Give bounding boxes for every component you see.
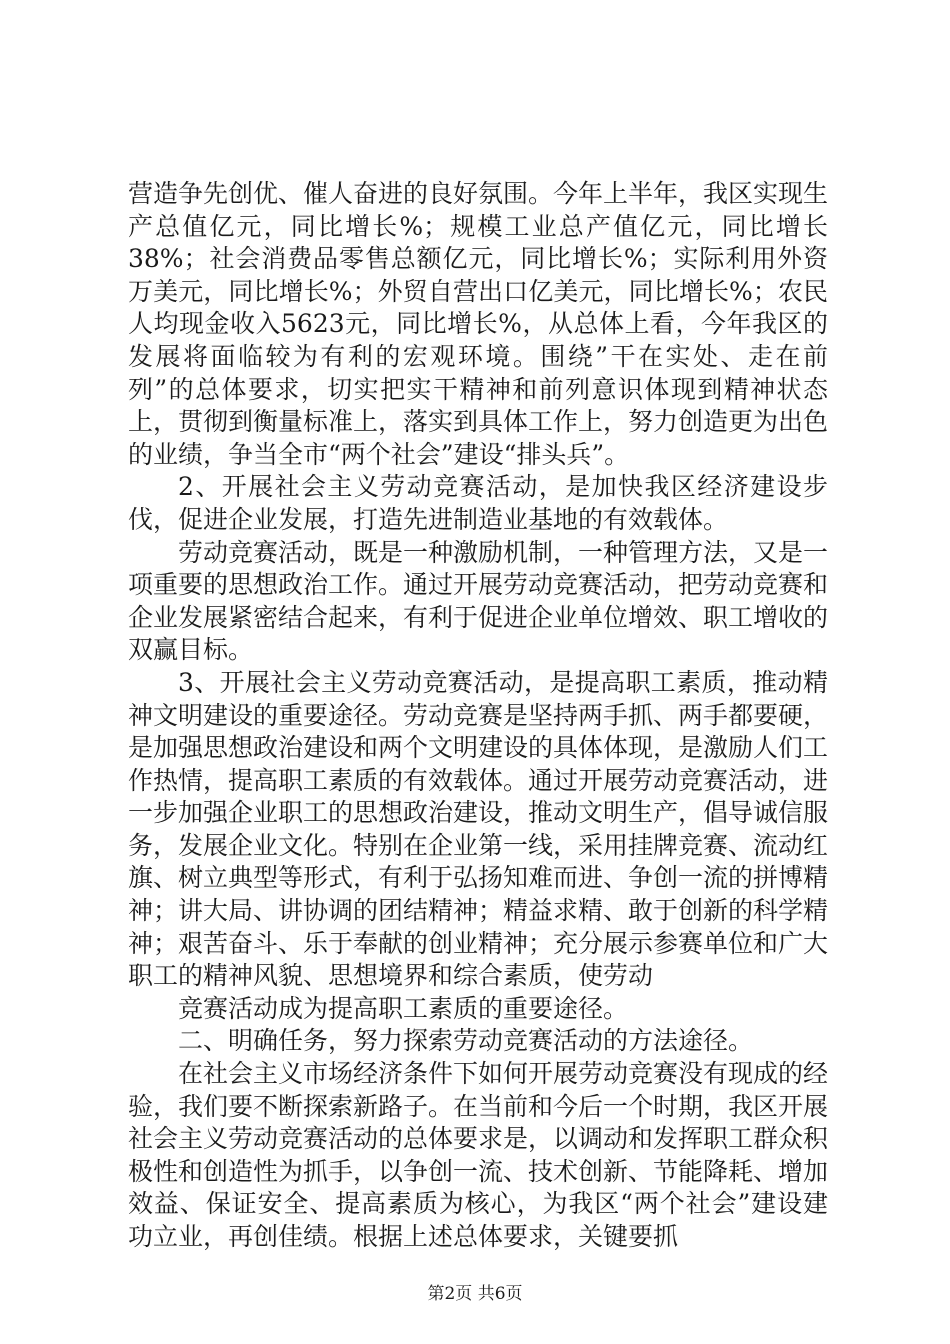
paragraph-contest-mechanism: 劳动竞赛活动，既是一种激励机制，一种管理方法，又是一项重要的思想政治工作。通过开展劳动竞赛活动，把劳动竞赛和企业发展紧密结合起来，有利于促进企业单位增效、职工增收的双赢目标。 — [128, 537, 829, 665]
page-number-footer: 第2页 共6页 — [427, 1284, 523, 1304]
paragraph-point-2: 2、开展社会主义劳动竞赛活动，是加快我区经济建设步伐，促进企业发展，打造先进制造业基地的有效载体。 — [128, 472, 828, 534]
document-body — [128, 178, 828, 1254]
paragraph-market-economy: 在社会主义市场经济条件下如何开展劳动竞赛没有现成的经验，我们要不断探索新路子。在当前和今后一个时期，我区开展社会主义劳动竞赛活动的总体要求是，以调动和发挥职工群众积极性和创造性为抓手，以争创一流、技术创新、节能降耗、增加效益、保证安全、提高素质为核心，为我区“两个社会”建设建功立业，再创佳绩。根据上述总体要求，关键要抓 — [128, 1059, 829, 1251]
paragraph-point-3: 3、开展社会主义劳动竞赛活动，是提高职工素质，推动精神文明建设的重要途径。劳动竞赛是坚持两手抓、两手都要硬，是加强思想政治建设和两个文明建设的具体体现，是激励人们工作热情，提高职工素质的有效载体。通过开展劳动竞赛活动，进一步加强企业职工的思想政治建设，推动文明生产，倡导诚信服务，发展企业文化。特别在企业第一线，采用挂牌竞赛、流动红旗、树立典型等形式，有利于弘扬知难而进、争创一流的拼博精神；讲大局、讲协调的团结精神；精益求精、敢于创新的科学精神；艰苦奋斗、乐于奉献的创业精神；充分展示参赛单位和广大职工的精神风貌、思想境界和综合素质，使劳动 — [128, 667, 829, 991]
paragraph-point-3-end: 竞赛活动成为提高职工素质的重要途径。 — [178, 993, 629, 1023]
paragraph-section-2: 二、明确任务，努力探索劳动竞赛活动的方法途径。 — [178, 1026, 754, 1056]
paragraph-continued: 营造争先创优、催人奋进的良好氛围。今年上半年，我区实现生产总值亿元，同比增长%；规模工业总产值亿元，同比增长38%；社会消费品零售总额亿元，同比增长%；实际利用外资万美元，同比增长%；外贸自营出口亿美元，同比增长%；农民人均现金收入5623元，同比增长%，从总体上看，今年我区的发展将面临较为有利的宏观环境。围绕”干在实处、走在前列”的总体要求，切实把实干精神和前列意识体现到精神状态上，贯彻到衡量标准上，落实到具体工作上，努力创造更为出色的业绩，争当全市“两个社会”建设“排头兵”。 — [128, 179, 829, 469]
